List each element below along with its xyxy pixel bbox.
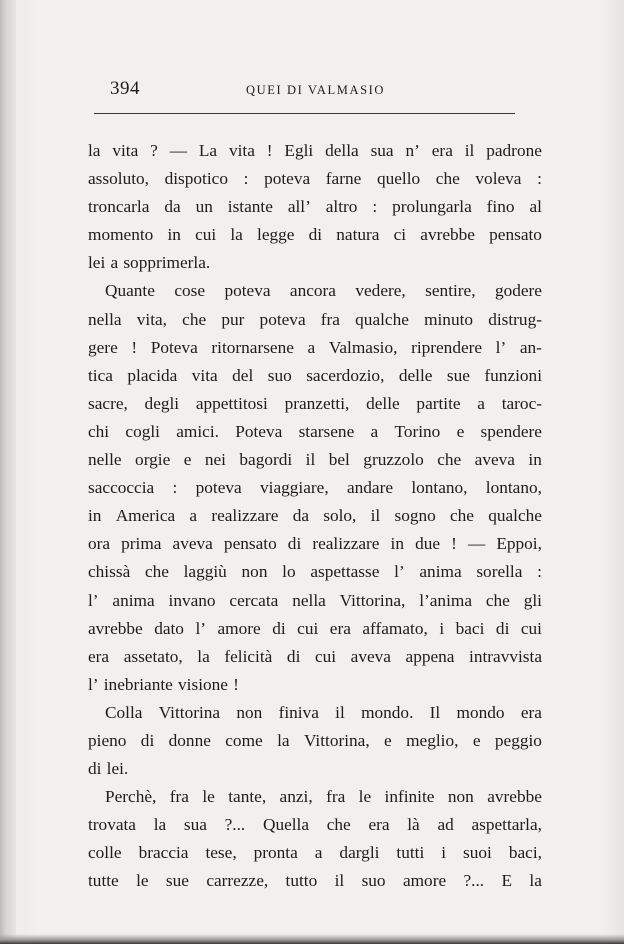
text-line: pieno di donne come la Vittorina, e meglio, e peggio <box>88 730 542 750</box>
text-line: Quante cose poteva ancora vedere, sentire, godere <box>105 281 542 301</box>
body-text <box>88 137 542 896</box>
text-line: lei a sopprimerla. <box>88 253 211 273</box>
text-line: tutte le sue carrezze, tutto il suo amore ?... E la <box>88 871 542 891</box>
text-line: l’ anima invano cercata nella Vittorina, l’anima che gli <box>88 590 542 610</box>
page-binding-edge <box>0 0 16 944</box>
text-line: saccoccia : poteva viaggiare, andare lontano, lontano, <box>88 478 542 498</box>
text-line: Colla Vittorina non finiva il mondo. Il mondo era <box>105 702 542 722</box>
text-line: assoluto, dispotico : poteva farne quello che voleva : <box>88 169 542 189</box>
page-header <box>110 78 515 102</box>
text-line: avrebbe dato l’ amore di cui era affamato, i baci di cui <box>88 618 542 638</box>
text-line: ora prima aveva pensato di realizzare in due ! — Eppoi, <box>88 534 542 554</box>
page-bottom-edge <box>0 934 624 944</box>
text-line: era assetato, la felicità di cui aveva appena intravvista <box>88 646 542 666</box>
text-line: l’ inebriante visione ! <box>88 674 239 694</box>
text-line: momento in cui la legge di natura ci avrebbe pensato <box>88 225 542 245</box>
text-line: nelle orgie e nei bagordi il bel gruzzolo che aveva in <box>88 450 542 470</box>
text-line: di lei. <box>88 759 129 779</box>
text-line: tica placida vita del suo sacerdozio, delle sue funzioni <box>88 365 542 385</box>
text-line: gere ! Poteva ritornarsene a Valmasio, riprendere l’ an- <box>88 337 542 357</box>
page-number: 394 <box>110 78 140 99</box>
text-line: colle braccia tese, pronta a dargli tutti i suoi baci, <box>88 843 542 863</box>
text-line: Perchè, fra le tante, anzi, fra le infinite non avrebbe <box>105 787 542 807</box>
text-line: la vita ? — La vita ! Egli della sua n’ era il padrone <box>88 141 542 160</box>
text-line: nella vita, che pur poteva fra qualche minuto distrug- <box>88 309 542 329</box>
text-line: trovata la sua ?... Quella che era là ad aspettarla, <box>88 815 542 835</box>
header-rule <box>94 113 515 114</box>
running-title: QUEI DI VALMASIO <box>246 83 386 97</box>
text-line: chi cogli amici. Poteva starsene a Torino e spendere <box>88 421 542 441</box>
text-line: sacre, degli appettitosi pranzetti, delle partite a taroc- <box>88 393 542 413</box>
text-line: chissà che laggiù non lo aspettasse l’ anima sorella : <box>88 562 542 582</box>
text-line: troncarla da un istante all’ altro : prolungarla fino al <box>88 197 542 217</box>
text-line: in America a realizzare da solo, il sogno che qualche <box>88 506 542 526</box>
